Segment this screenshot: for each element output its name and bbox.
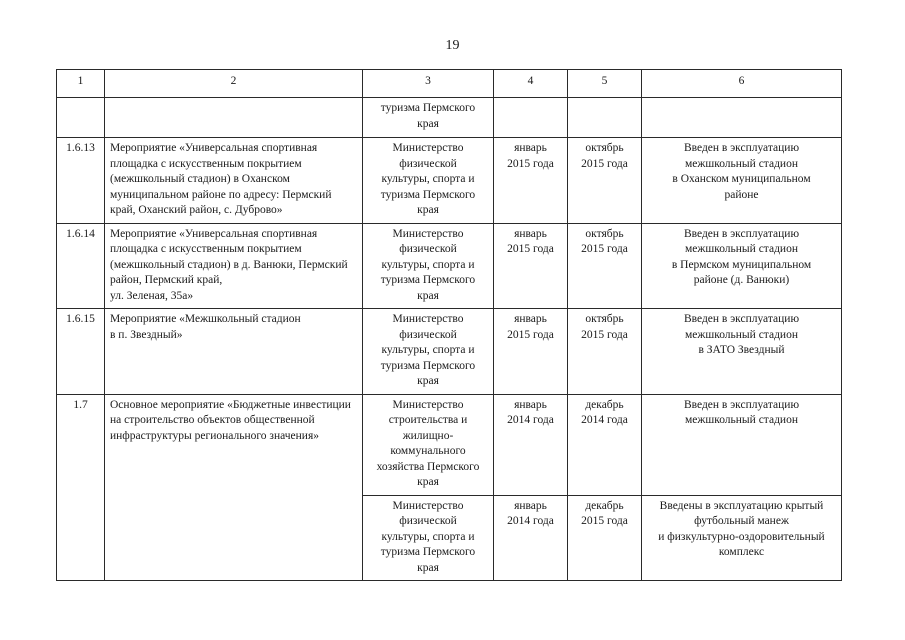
- header-col-4: 4: [494, 70, 568, 98]
- header-col-2: 2: [105, 70, 363, 98]
- cell-executor: Министерство физической культуры, спорта и туризма Пермского края: [363, 495, 494, 581]
- header-col-1: 1: [57, 70, 105, 98]
- cell-empty: [57, 98, 105, 138]
- table-header-row: [57, 70, 842, 98]
- header-col-5: 5: [568, 70, 642, 98]
- table-row-continuation: [57, 98, 842, 138]
- cell-result: Введен в эксплуатацию межшкольный стадион в Пермском муниципальном районе (д. Ванюки): [642, 223, 842, 309]
- page-number: 19: [445, 38, 460, 53]
- cell-number: 1.6.15: [57, 309, 105, 395]
- header-col-6: 6: [642, 70, 842, 98]
- cell-empty: [642, 98, 842, 138]
- cell-number: 1.7: [57, 394, 105, 581]
- table-row: [57, 138, 842, 224]
- cell-result: Введен в эксплуатацию межшкольный стадион в Оханском муниципальном районе: [642, 138, 842, 224]
- cell-start-date: январь 2014 года: [494, 394, 568, 495]
- activities-table: [56, 69, 842, 581]
- cell-empty: [105, 98, 363, 138]
- cell-empty: [494, 98, 568, 138]
- cell-number: 1.6.13: [57, 138, 105, 224]
- cell-executor: Министерство физической культуры, спорта и туризма Пермского края: [363, 223, 494, 309]
- cell-end-date: декабрь 2015 года: [568, 495, 642, 581]
- cell-end-date: октябрь 2015 года: [568, 138, 642, 224]
- table-row: [57, 223, 842, 309]
- table-row: [57, 309, 842, 395]
- cell-executor: Министерство строительства и жилищно- коммунального хозяйства Пермского края: [363, 394, 494, 495]
- cell-end-date: октябрь 2015 года: [568, 223, 642, 309]
- cell-event: Мероприятие «Универсальная спортивная площадка с искусственным покрытием (межшкольный стадион) в Оханском муниципальном районе по адресу: Пермский край, Оханский район, с. Дуброво»: [105, 138, 363, 224]
- header-col-3: 3: [363, 70, 494, 98]
- cell-start-date: январь 2014 года: [494, 495, 568, 581]
- cell-end-date: октябрь 2015 года: [568, 309, 642, 395]
- cell-event: Мероприятие «Межшкольный стадион в п. Звездный»: [105, 309, 363, 395]
- cell-start-date: январь 2015 года: [494, 309, 568, 395]
- table-row: [57, 394, 842, 495]
- cell-executor: Министерство физической культуры, спорта и туризма Пермского края: [363, 138, 494, 224]
- cell-executor: туризма Пермского края: [363, 98, 494, 138]
- cell-empty: [568, 98, 642, 138]
- cell-number: 1.6.14: [57, 223, 105, 309]
- cell-event: Мероприятие «Универсальная спортивная площадка с искусственным покрытием (межшкольный стадион) в д. Ванюки, Пермский район, Пермский край, ул. Зеленая, 35а»: [105, 223, 363, 309]
- cell-end-date: декабрь 2014 года: [568, 394, 642, 495]
- cell-result: Введен в эксплуатацию межшкольный стадион в ЗАТО Звездный: [642, 309, 842, 395]
- cell-result: Введен в эксплуатацию межшкольный стадион: [642, 394, 842, 495]
- cell-result: Введены в эксплуатацию крытый футбольный манеж и физкультурно-оздоровительный комплекс: [642, 495, 842, 581]
- cell-start-date: январь 2015 года: [494, 223, 568, 309]
- cell-event: Основное мероприятие «Бюджетные инвестиции на строительство объектов общественной инфраструктуры регионального значения»: [105, 394, 363, 581]
- cell-start-date: январь 2015 года: [494, 138, 568, 224]
- cell-executor: Министерство физической культуры, спорта и туризма Пермского края: [363, 309, 494, 395]
